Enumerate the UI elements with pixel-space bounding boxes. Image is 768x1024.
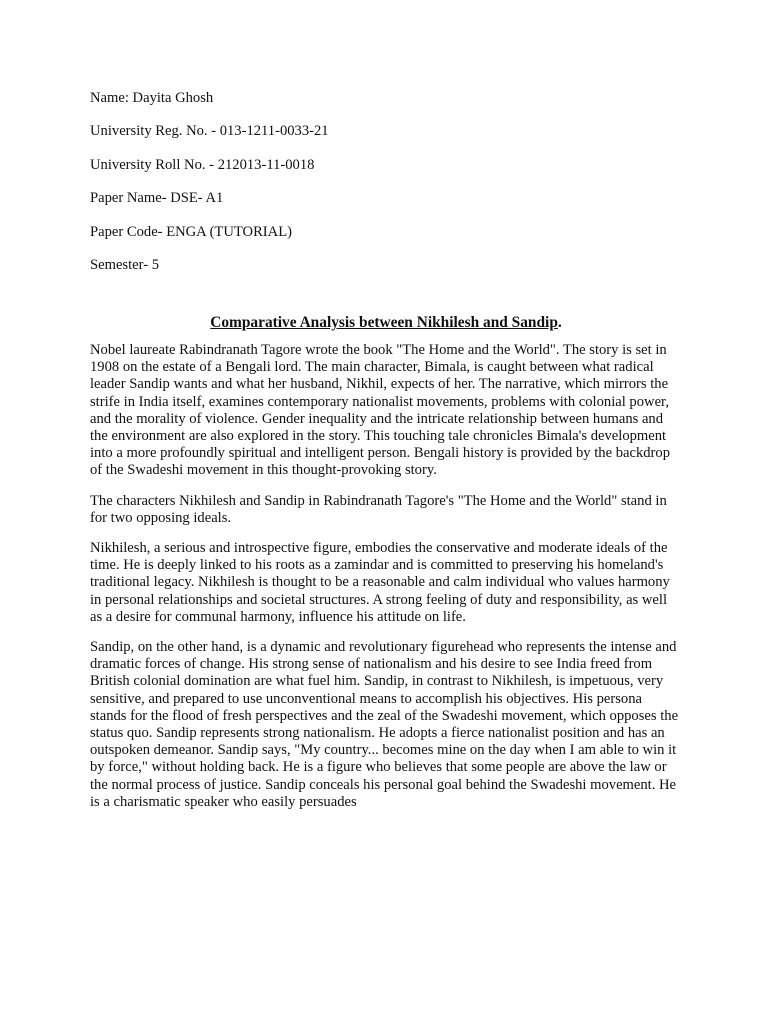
essay-title-text: Comparative Analysis between Nikhilesh and Sandip bbox=[210, 313, 558, 331]
paper-code: Paper Code- ENGA (TUTORIAL) bbox=[90, 223, 292, 240]
paragraph-intro: Nobel laureate Rabindranath Tagore wrote the book "The Home and the World". The story is set in 1908 on the estate of a Bengali lord. The main character, Bimala, is caught between what radical leader Sandip wants and what her husband, Nikhil, expects of her. The narrative, which mirrors the strife in India itself, examines contemporary nationalist movements, problems with colonial power, and the morality of violence. Gender inequality and the intricate relationship between humans and the environment are also explored in the story. This touching tale chronicles Bimala's development into a more profoundly spiritual and intelligent person. Bengali history is provided by the backdrop of the Swadeshi movement in this thought-provoking story. bbox=[90, 341, 670, 479]
essay-title-period: . bbox=[557, 313, 562, 331]
university-roll-no: University Roll No. - 212013-11-0018 bbox=[90, 156, 315, 173]
document-page bbox=[90, 90, 682, 824]
paragraph-nikhilesh: Nikhilesh, a serious and introspective figure, embodies the conservative and moderate ideals of the time. He is deeply linked to his roots as a zamindar and is committed to preserving his homeland's traditional legacy. Nikhilesh is thought to be a reasonable and calm individual who values harmony in personal relationships and societal structures. A strong feeling of duty and responsibility, as well as a desire for communal harmony, influence his attitude on life. bbox=[90, 539, 670, 625]
paragraph-opposing-ideals: The characters Nikhilesh and Sandip in Rabindranath Tagore's "The Home and the World" stand in for two opposing ideals. bbox=[90, 492, 667, 526]
paper-name: Paper Name- DSE- A1 bbox=[90, 190, 224, 207]
semester: Semester- 5 bbox=[90, 256, 160, 273]
student-name: Name: Dayita Ghosh bbox=[90, 90, 214, 106]
university-reg-no: University Reg. No. - 013-1211-0033-21 bbox=[90, 123, 329, 140]
essay-title bbox=[90, 314, 682, 332]
paragraph-sandip: Sandip, on the other hand, is a dynamic and revolutionary figurehead who represents the intense and dramatic forces of change. His strong sense of nationalism and his desire to see India freed from British colonial domination are what fuel him. Sandip, in contrast to Nikhilesh, is impetuous, very sensitive, and prepared to use unconventional means to accomplish his objectives. His persona stands for the flood of fresh perspectives and the zeal of the Swadeshi movement, which opposes the status quo. Sandip represents strong nationalism. He adopts a fierce nationalist position and has an outspoken demeanor. Sandip says, "My country... becomes mine on the day when I am able to win it by force," without holding back. He is a figure who believes that some people are above the law or the normal process of justice. Sandip conceals his personal goal behind the Swadeshi movement. He is a charismatic speaker who easily persuades bbox=[90, 639, 679, 810]
